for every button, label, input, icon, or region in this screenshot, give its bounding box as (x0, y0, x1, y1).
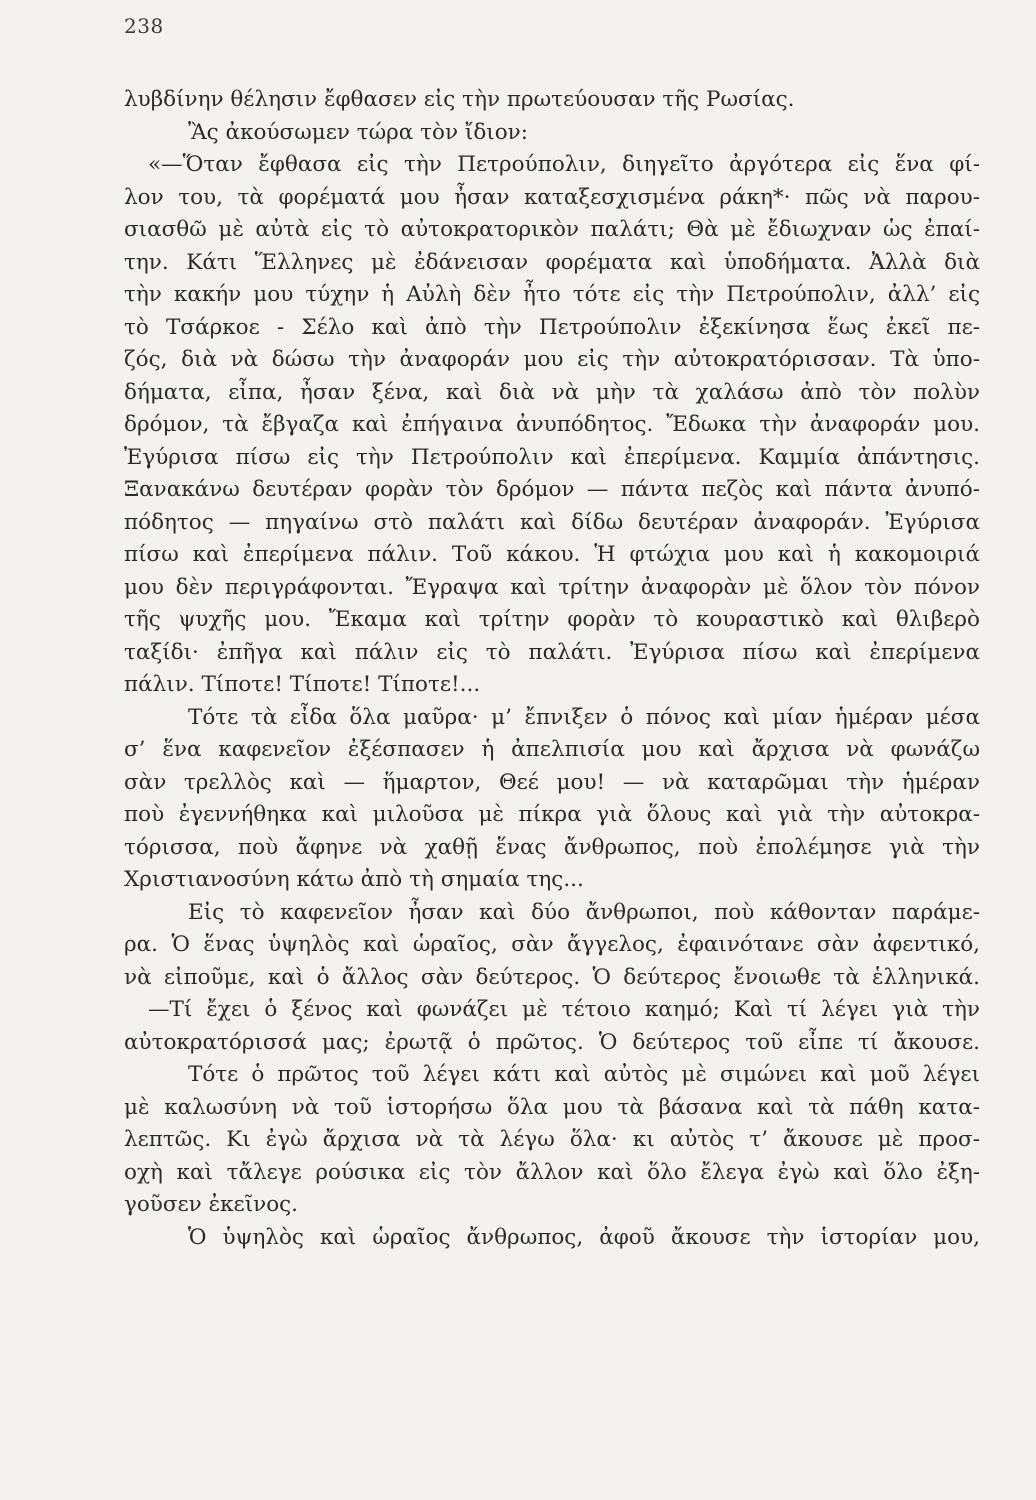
text-line: λεπτῶς. Κι ἐγὼ ἄρχισα νὰ τὰ λέγω ὅλα· κι αὐτὸς τ’ ἄκουσε μὲ προσ- (124, 1127, 980, 1152)
text-line: αὐτοκρατόρισσά μας; ἐρωτᾷ ὁ πρῶτος. Ὁ δεύτερος τοῦ εἶπε τί ἄκουσε. (124, 1029, 980, 1055)
text-line: Τότε τὰ εἶδα ὅλα μαῦρα· μ’ ἔπνιξεν ὁ πόνος καὶ μίαν ἡμέραν μέσα (188, 704, 980, 730)
text-line: πίσω καὶ ἐπερίμενα πάλιν. Τοῦ κάκου. Ἡ φτώχια μου καὶ ἡ κακομοιριά (124, 542, 980, 567)
text-line: «—Ὅταν ἔφθασα εἰς τὴν Πετρούπολιν, διηγεῖτο ἀργότερα εἰς ἕνα φί- (148, 152, 980, 177)
text-line: Ἂς ἀκούσωμεν τώρα τὸν ἴδιον: (188, 119, 528, 145)
text-line: πάλιν. Τίποτε! Τίποτε! Τίποτε!... (124, 672, 481, 697)
text-line: οχὴ καὶ τἄλεγε ρούσικα εἰς τὸν ἄλλον καὶ ὅλο ἔλεγα ἐγὼ καὶ ὅλο ἐξη- (124, 1159, 980, 1185)
text-line: Ὁ ὑψηλὸς καὶ ὡραῖος ἄνθρωπος, ἀφοῦ ἄκουσε τὴν ἱστορίαν μου, (188, 1224, 980, 1250)
text-line: Χριστιανοσύνη κάτω ἀπὸ τὴ σημαία της... (124, 867, 584, 892)
text-line: δήματα, εἶπα, ἦσαν ξένα, καὶ διὰ νὰ μὴν τὰ χαλάσω ἀπὸ τὸν πολὺν (124, 379, 980, 405)
text-line: Ξανακάνω δευτέραν φορὰν τὸν δρόμον — πάντα πεζὸς καὶ πάντα ἀνυπό- (124, 477, 980, 502)
text-line: τῆς ψυχῆς μου. Ἔκαμα καὶ τρίτην φορὰν τὸ κουραστικὸ καὶ θλιβερὸ (124, 607, 980, 632)
text-line: ταξίδι· ἐπῆγα καὶ πάλιν εἰς τὸ παλάτι. Ἐγύρισα πίσω καὶ ἐπερίμενα (124, 639, 980, 665)
text-line: πόδητος — πηγαίνω στὸ παλάτι καὶ δίδω δευτέραν ἀναφοράν. Ἐγύρισα (124, 509, 980, 535)
text-line: —Τί ἔχει ὁ ξένος καὶ φωνάζει μὲ τέτοιο καημό; Καὶ τί λέγει γιὰ τὴν (148, 997, 980, 1022)
text-line: γοῦσεν ἐκεῖνος. (124, 1192, 299, 1217)
text-line: Ἐγύρισα πίσω εἰς τὴν Πετρούπολιν καὶ ἐπερίμενα. Καμμία ἀπάντησις. (124, 444, 980, 470)
text-line: τὸ Τσάρκοε - Σέλο καὶ ἀπὸ τὴν Πετρούπολιν ἐξεκίνησα ἕως ἐκεῖ πε- (124, 314, 980, 340)
text-line: ποὺ ἐγεννήθηκα καὶ μιλοῦσα μὲ πίκρα γιὰ ὅλους καὶ γιὰ τὴν αὐτοκρα- (124, 802, 980, 827)
text-line: μὲ καλωσύνη νὰ τοῦ ἱστορήσω ὅλα μου τὰ βάσανα καὶ τὰ πάθη κατα- (124, 1094, 980, 1120)
text-line: δρόμον, τὰ ἔβγαζα καὶ ἐπήγαινα ἀνυπόδητος. Ἔδωκα τὴν ἀναφοράν μου. (124, 412, 980, 437)
text-line: λυβδίνην θέλησιν ἔφθασεν εἰς τὴν πρωτεύουσαν τῆς Ρωσίας. (124, 87, 795, 112)
text-line: σὰν τρελλὸς καὶ — ἥμαρτον, Θεέ μου! — νὰ καταρῶμαι τὴν ἡμέραν (124, 769, 980, 795)
text-line: ρα. Ὁ ἕνας ὑψηλὸς καὶ ὡραῖος, σὰν ἄγγελος, ἐφαινότανε σὰν ἀφεντικό, (124, 932, 980, 957)
text-line: την. Κάτι Ἕλληνες μὲ ἐδάνεισαν φορέματα καὶ ὑποδήματα. Ἀλλὰ διὰ (124, 249, 980, 275)
page-number: 238 (124, 14, 164, 38)
text-line: νὰ εἰποῦμε, καὶ ὁ ἄλλος σὰν δεύτερος. Ὁ δεύτερος ἔνοιωθε τὰ ἑλληνικά. (124, 964, 980, 990)
text-line: Εἰς τὸ καφενεῖον ἦσαν καὶ δύο ἄνθρωποι, ποὺ κάθονταν παράμε- (188, 899, 980, 925)
text-line: Τότε ὁ πρῶτος τοῦ λέγει κάτι καὶ αὐτὸς μὲ σιμώνει καὶ μοῦ λέγει (188, 1062, 980, 1087)
text-line: τὴν κακήν μου τύχην ἡ Αὐλὴ δὲν ἦτο τότε εἰς τὴν Πετρούπολιν, ἀλλ’ εἰς (124, 282, 980, 307)
text-line: ζός, διὰ νὰ δώσω τὴν ἀναφοράν μου εἰς τὴν αὐτοκρατόρισσαν. Τὰ ὑπο- (124, 347, 980, 372)
text-line: σ’ ἕνα καφενεῖον ἐξέσπασεν ἡ ἀπελπισία μου καὶ ἄρχισα νὰ φωνάζω (124, 737, 980, 762)
text-line: μου δὲν περιγράφονται. Ἔγραψα καὶ τρίτην ἀναφορὰν μὲ ὅλον τὸν πόνον (124, 574, 980, 600)
body-text (124, 84, 980, 1254)
text-line: τόρισσα, ποὺ ἄφηνε νὰ χαθῇ ἕνας ἄνθρωπος, ποὺ ἐπολέμησε γιὰ τὴν (124, 834, 980, 860)
text-line: λον του, τὰ φορέματά μου ἦσαν καταξεσχισμένα ράκη*· πῶς νὰ παρου- (124, 184, 980, 210)
text-line: σιασθῶ μὲ αὐτὰ εἰς τὸ αὐτοκρατορικὸν παλάτι; Θὰ μὲ ἔδιωχναν ὡς ἐπαί- (124, 217, 980, 242)
